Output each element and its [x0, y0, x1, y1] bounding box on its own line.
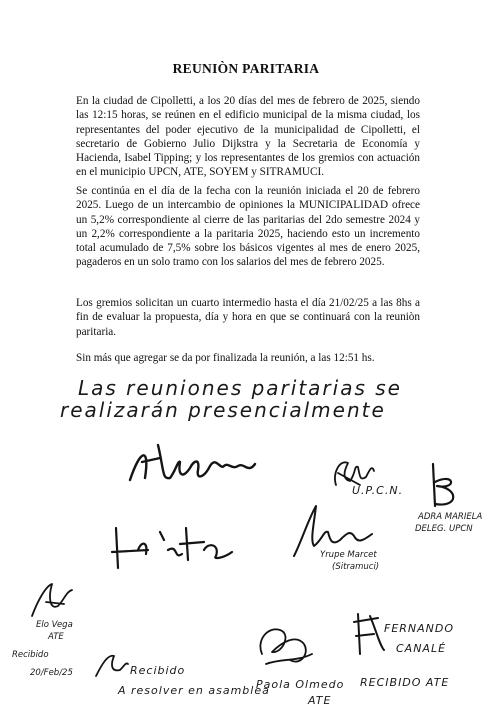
ate-label-left: ATE	[48, 632, 64, 642]
handwritten-note-line2: realizarán presencialmente	[60, 398, 386, 422]
received-label: Recibido	[130, 664, 186, 677]
paragraph-closing: Sin más que agregar se da por finalizada la reunión, a las 12:51 hs.	[76, 352, 375, 364]
upcn-delegate-role: DELEG. UPCN	[415, 524, 473, 534]
fernando-name: FERNANDO	[384, 622, 455, 635]
resolve-note: A resolver en asamblea	[118, 684, 270, 697]
fernando-surname: CANALÉ	[396, 642, 447, 655]
handwritten-note-line1: Las reuniones paritarias se	[78, 376, 402, 400]
upcn-delegate-name: ADRA MARIELA	[418, 512, 483, 522]
signature-upcn-delegate	[425, 462, 465, 510]
received-date: 20/Feb/25	[30, 668, 73, 678]
paragraph-opening: En la ciudad de Cipolletti, a los 20 días del mes de febrero de 2025, siendo las 12:15 horas, se reúnen en el edificio municipal de la misma ciudad, los representantes del poder ejecutivo de la municipalidad de Cipolletti, el secretario de Gobierno Julio Dijkstra y la Secretaria de Economía y Hacienda, Isabel Tipping; y los representantes de los gremios con actuación en el municipio UPCN, ATE, SOYEM y SITRAMUCI.	[76, 95, 420, 179]
signature-paola	[252, 614, 322, 674]
signature-ate-left	[28, 580, 78, 620]
received-label-left: Recibido	[12, 650, 49, 660]
document-title: REUNIÒN PARITARIA	[172, 61, 320, 76]
ate-signer-name: Elo Vega	[36, 620, 73, 630]
paragraph-offer: Se continúa en el día de la fecha con la reunión iniciada el 20 de febrero 2025. Luego de un intercambio de opiniones la MUNICIPALIDAD ofrece un 5,2% correspondiente al cierre de las paritarias del 2do semestre 2024 y un 2,2% correspondiente a la paritaria 2025, haciendo esto un incremento total acumulado de 7,5% sobre los básicos vigentes al mes de enero 2025, pagaderos en un solo tramo con los salarios del mes de febrero 2025.	[76, 185, 420, 269]
received-ate-label: RECIBIDO ATE	[360, 676, 450, 689]
sitramuci-label: (Sitramuci)	[332, 562, 380, 572]
paragraph-recess: Los gremios solicitan un cuarto intermedio hasta el día 21/02/25 a las 8hs a fin de evaluar la propuesta, día y hora en que se continuará con la reuniòn paritaria.	[76, 297, 420, 338]
upcn-label: U.P.C.N.	[352, 484, 404, 497]
sitramuci-signer-name: Yrupe Marcet	[320, 550, 377, 560]
signer-paola-name: Paola Olmedo	[256, 678, 345, 691]
signer-paola-ate: ATE	[308, 694, 332, 707]
signature-secretary-economia	[108, 520, 238, 570]
signature-secretary-gobierno	[120, 440, 270, 490]
signature-recibida	[92, 650, 132, 680]
